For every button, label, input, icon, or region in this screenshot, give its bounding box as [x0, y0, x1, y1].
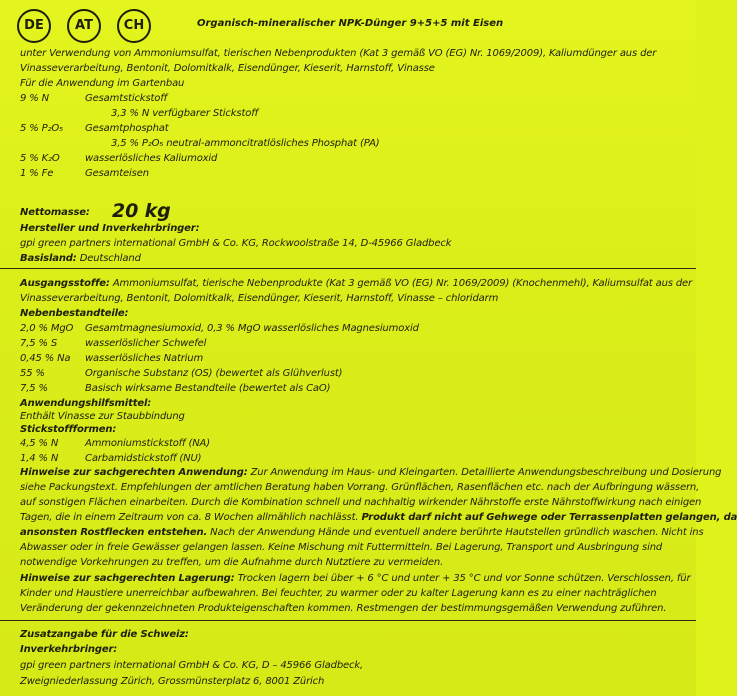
nitrogen-value: 4,5 % N: [20, 438, 59, 449]
ingredients-line: Vinasseverarbeitung, Bentonit, Dolomitkalk, Eisendünger, Kieserit, Harnstoff, Vinasse – chloridarm: [20, 293, 499, 304]
nutrient-desc: Gesamtstickstoff: [85, 93, 167, 104]
usage-warning: ansonsten Rostflecken entstehen.: [20, 527, 208, 538]
storage-line: Kinder und Haustiere unerreichbar aufbewahren. Bei feuchter, zu warmer oder zu kalter Lagerung kann es zu einer nachträglichen: [20, 588, 657, 599]
secondary-value: 7,5 %: [20, 383, 48, 394]
ingredients-text: Ammoniumsulfat, tierische Nebenprodukte (Kat 3 gemäß VO (EG) Nr. 1069/2009) (Knochenmehl), Kaliumsulfat aus der: [112, 278, 693, 289]
country-badge-ch: CH: [117, 9, 151, 43]
nitrogen-value: 1,4 % N: [20, 453, 59, 464]
nutrient-desc: 3,5 % P₂O₅ neutral-ammoncitratlösliches Phosphat (PA): [111, 138, 380, 149]
swiss-label: Zusatzangabe für die Schweiz:: [20, 629, 189, 640]
nutrient-value: 1 % Fe: [20, 168, 54, 179]
usage-warning: Produkt darf nicht auf Gehwege oder Terrassenplatten gelangen, da: [361, 512, 737, 523]
nutrient-value: 5 % P₂O₅: [20, 123, 63, 134]
nitrogen-label: Stickstoffformen:: [20, 424, 117, 435]
nutrient-value: 9 % N: [20, 93, 49, 104]
secondary-value: 55 %: [20, 368, 45, 379]
secondary-value: 7,5 % S: [20, 338, 58, 349]
usage-line: [20, 511, 737, 524]
intro-line: Vinasseverarbeitung, Bentonit, Dolomitkalk, Eisendünger, Kieserit, Harnstoff, Vinasse: [20, 63, 435, 74]
secondary-desc: wasserlösliches Natrium: [85, 353, 204, 364]
basis-country-value: Deutschland: [79, 253, 141, 264]
manufacturer-label: Hersteller und Inverkehrbringer:: [20, 223, 200, 234]
aids-text: Enthält Vinasse zur Staubbindung: [20, 411, 185, 422]
product-title: Organisch-mineralischer NPK-Dünger 9+5+5 mit Eisen: [197, 18, 504, 29]
net-mass-label: Nettomasse:: [20, 207, 90, 218]
net-mass-row: [20, 200, 171, 223]
net-mass-value: 20 kg: [112, 200, 171, 222]
basis-country-row: [20, 252, 141, 265]
usage-line: [20, 526, 704, 539]
secondary-desc: wasserlöslicher Schwefel: [85, 338, 207, 349]
manufacturer-address: gpi green partners international GmbH & Co. KG, Rockwoolstraße 14, D-45966 Gladbeck: [20, 238, 452, 249]
section-divider: [0, 268, 696, 269]
usage-label: Hinweise zur sachgerechten Anwendung:: [20, 467, 248, 478]
section-divider: [0, 620, 696, 621]
usage-line: [20, 466, 721, 479]
nitrogen-row: [20, 437, 210, 450]
secondary-value: 0,45 % Na: [20, 353, 71, 364]
intro-line: unter Verwendung von Ammoniumsulfat, tierischen Nebenprodukten (Kat 3 gemäß VO (EG) Nr. 1069/2009), Kaliumdünger aus der: [20, 48, 657, 59]
secondary-row: [20, 352, 204, 365]
ingredients-label: Ausgangsstoffe:: [20, 278, 110, 289]
usage-line: notwendige Vorkehrungen zu treffen, um die Aufnahme durch Nutztiere zu vermeiden.: [20, 557, 444, 568]
storage-line: [20, 572, 690, 585]
nitrogen-row: [20, 452, 202, 465]
usage-line: Abwasser oder in freie Gewässer gelangen lassen. Keine Mischung mit Futtermitteln. Bei Lagerung, Transport und Ausbringung sind: [20, 542, 663, 553]
country-badge-de: DE: [17, 9, 51, 43]
nutrient-desc: 3,3 % N verfügbarer Stickstoff: [111, 108, 258, 119]
usage-line: siehe Packungstext. Empfehlungen der amtlichen Beratung haben Vorrang. Grünflächen, Rasenflächen etc. nach der Aufbringung wässern,: [20, 482, 700, 493]
basis-country-label: Basisland:: [20, 253, 77, 264]
secondary-row: [20, 367, 343, 380]
intro-line: Für die Anwendung im Gartenbau: [20, 78, 185, 89]
aids-label: Anwendungshilfsmittel:: [20, 398, 152, 409]
nutrient-row: [20, 92, 167, 105]
secondary-value: 2,0 % MgO: [20, 323, 74, 334]
country-badge-at: AT: [67, 9, 101, 43]
swiss-address-line: Zweigniederlassung Zürich, Grossmünsterplatz 6, 8001 Zürich: [20, 676, 325, 687]
nutrient-desc: Gesamteisen: [85, 168, 149, 179]
secondary-row: [20, 382, 331, 395]
secondary-label: Nebenbestandteile:: [20, 308, 129, 319]
secondary-desc: Gesamtmagnesiumoxid, 0,3 % MgO wasserlösliches Magnesiumoxid: [85, 323, 419, 334]
nitrogen-desc: Ammoniumstickstoff (NA): [85, 438, 210, 449]
storage-label: Hinweise zur sachgerechten Lagerung:: [20, 573, 235, 584]
secondary-desc: Organische Substanz (OS) (bewertet als Glühverlust): [85, 368, 343, 379]
nutrient-desc: Gesamtphosphat: [85, 123, 169, 134]
usage-line: auf sonstigen Flächen einarbeiten. Durch die Kombination schnell und nachhaltig wirkender Nährstoffe erste Nährstoffwirkung nach einigen: [20, 497, 702, 508]
nutrient-desc: wasserlösliches Kaliumoxid: [85, 153, 218, 164]
secondary-desc: Basisch wirksame Bestandteile (bewertet als CaO): [85, 383, 331, 394]
storage-text: Trocken lagern bei über + 6 °C und unter + 35 °C und vor Sonne schützen. Verschlossen, für: [237, 573, 691, 584]
secondary-row: [20, 337, 207, 350]
ingredients-line: [20, 277, 692, 290]
storage-line: Veränderung der gekennzeichneten Produkteigenschaften kommen. Restmengen der bestimmungsgemäßen Verwendung zuführen.: [20, 603, 667, 614]
usage-text: Nach der Anwendung Hände und eventuell andere berührte Hautstellen gründlich waschen. Nicht ins: [210, 527, 704, 538]
secondary-row: [20, 322, 419, 335]
nutrient-row: [20, 167, 149, 180]
nutrient-row: [20, 122, 169, 135]
usage-text: Tagen, die in einem Zeitraum von ca. 8 Wochen allmählich nachlässt.: [20, 512, 359, 523]
swiss-address-line: gpi green partners international GmbH & Co. KG, D – 45966 Gladbeck,: [20, 660, 364, 671]
nutrient-value: 5 % K₂O: [20, 153, 60, 164]
usage-text: Zur Anwendung im Haus- und Kleingarten. Detaillierte Anwendungsbeschreibung und Dosierung: [250, 467, 722, 478]
swiss-distributor-label: Inverkehrbringer:: [20, 644, 118, 655]
nutrient-row: [20, 152, 218, 165]
nitrogen-desc: Carbamidstickstoff (NU): [85, 453, 202, 464]
